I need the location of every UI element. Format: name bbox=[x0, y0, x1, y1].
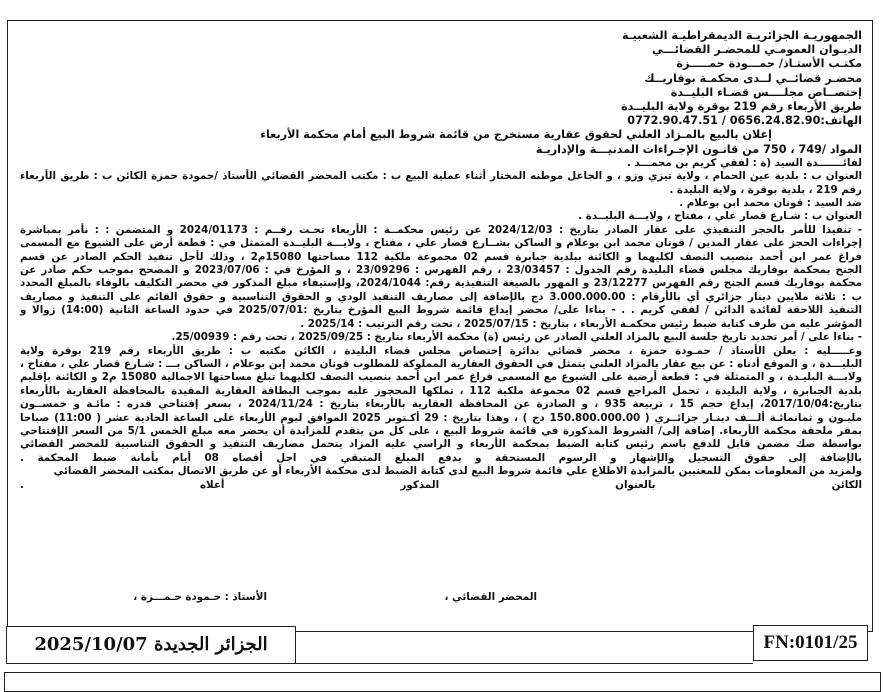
header-line: محضـر قضائــي لــدى محكمـة بوفاريــك bbox=[644, 71, 862, 85]
file-number-box: FN:0101/25 bbox=[753, 625, 868, 661]
header-line: الديـوان العمومـي للمحضـر القضائـــي bbox=[652, 43, 862, 57]
body-line: لفائـــــــدة السيد (ة : لفقي كريم بن محمـــد . bbox=[627, 156, 862, 169]
legal-articles: المواد /749 ، 750 من قانـون الإجـراءات المدنيـــة والإداريـة bbox=[535, 142, 862, 156]
body-line: الجنح بمحكمة بوفاريك مجلس قضاء البليدة رقم الجدول : 23/03457 ، رقم الفهرس : 23/09296 ، و المؤرخ في : 2023/07/06 و المصحح بموجب حكم صادر عن bbox=[20, 264, 862, 277]
body-line: العنوان ب : شـارع قصار علي ، مفتاح ، ولايـــة البليــدة . bbox=[578, 210, 862, 223]
notice-body bbox=[20, 157, 862, 492]
body-line: بواسطة صك مضمن قابل للدفع باسم رئيس كتابة الضبط بمحكمة الأربعاء و الراسي عليه المزاد يتحمل مصاريف التنفيذ و الحقوق التناسبية للمحضر القضائي bbox=[20, 438, 862, 451]
body-line: ولمزيد من المعلومات يمكن للمعنيين بالمزايدة الاطلاع علي قائمة شروط البيع لدى كتابة الضبط لدى محكمة الأربعاء أو عن طريق الاتصال بمكتب المحضر القضائي bbox=[53, 465, 862, 478]
footer-divider bbox=[296, 663, 753, 664]
body-line: ب : ثلاثة ملايين دينار جزائري أي بالأرقام : 3.000.000.00 دج بالإضافة إلى مصاريف التنفيذ الودي و الحقوق التناسبية و حقوق القائم على التنفيذ و مصاريف bbox=[20, 290, 862, 303]
body-line: العنوان ب : بلدية عين الحمام ، ولاية تيزي وزو ، و الجاعل موطنه المختار أثناء عملية البيع ب : مكتب المحضر القضائي الأستاذ /حمودة حمزة الكائن ب : طريق الأربعاء bbox=[20, 170, 862, 183]
body-line: رقم 219 ، بلدية بوقرة ، ولاية البليدة . bbox=[669, 183, 862, 196]
body-line: إجراءات الحجز على عقار المدين / قونان محمد ابن بوعلام و الساكن بشــارع قصار علي ، مفتاح ، ولايـــة البليــدة المتمثل في : قطعة أرض على الشيوع مع المسمى bbox=[20, 237, 862, 250]
body-line: ضد السيد : قونان محمد ابن بوعلام . bbox=[679, 197, 862, 210]
bailiff-role: المحضر القضائي ، bbox=[444, 591, 537, 603]
body-line: بتاريخ:2017/10/04، إيداع حجم 15 ، تربيعة 935 ، و الصادرة عن المحافظة العقارية بالأربعاء بتاريخ : 2024/11/24 ، بسعر إفتتاحي قدره : مائـة و خمســون bbox=[20, 398, 862, 411]
notice-title: إعلان بالبيع بالمـزاد العلني لحقوق عقارية مستخرج من قائمة شروط البيع أمام محكمة الأربعاء bbox=[260, 128, 772, 142]
next-notice-frame bbox=[4, 672, 881, 692]
body-line: المؤشر عليه من طرف كتابة ضبط رئيس محكمـة الأربعاء ، بتاريخ : 2025/07/15 ، تحت رقم الترتيب : 2025/14 . bbox=[300, 317, 862, 330]
header-line: الهاتف:0656.24.82.90 / 0772.90.47.51 bbox=[627, 114, 862, 128]
header-line: مكتـب الأستـاذ/ حمـــودة حمـــــزة bbox=[676, 57, 862, 71]
body-line: بمقر ملحقة محكمة الأربعاء. إضافة إلى/ الشروط المذكورة في قائمة شروط البيع ، على كل من يتقدم للمزايدة أن يحضر معه مبلغ الخمس 5/1 من السعر الإفتتاحي bbox=[20, 424, 862, 437]
body-line: مليـون و ثمانمائـة ألـــف دينـار جزائــري ( 150.800.000.00 دج ) ، وهذا بتاريخ : 29 أكـتوبر 2025 الموافق ليوم الأربعاء على الساعة الحادية عشر ( 11:00) صباحا bbox=[20, 411, 863, 424]
header-line: إختصــاص مجلــــس قضـاء البليــدة bbox=[670, 85, 862, 99]
body-line: التنفيذ اللاحقة لفائدة الدائن / لفقي كريم . . - بناءا على/ محضر إيداع قائمة شروط البيع المؤرخ بتاريخ :2025/07/01 في حدود الساعة الثانية (14:00) زوالا و bbox=[20, 304, 862, 317]
notice-frame bbox=[7, 20, 873, 632]
body-line: فراغ عمر ابن أحمد بنصيب النصف لكليهما و الكائنة ببلدية جبابرة قسم 02 مجموعة ملكية 112 مساحتها 15080م2 ، وذلك لأجل تنفيذ الحكم الصادر عن قسم bbox=[20, 250, 863, 263]
body-line: الكائن بالعنوان المذكور أعلاه . bbox=[20, 478, 862, 491]
body-line: محكمة بوفاريك قسم الجنح رقم الفهرس 23/12277 و المهور بالصيغة التنفيذية رقم: 2024/1044، ولإستيفاء مبلغ المذكور في محضر التكليف بالوفاء بالمبلغ المحدد bbox=[20, 277, 863, 290]
office-header bbox=[20, 29, 862, 128]
header-line: طريق الأربعاء رقم 219 بوقرة ولاية البليــدة bbox=[621, 100, 862, 114]
notice-content bbox=[20, 29, 862, 492]
body-line: وعـــــليه : يعلن الأستاذ / حمـودة حمزة ، محضر قضائي بدائرة إختصاص مجلس قضاء البليدة ، الكائن مكتبه ب : طريق الأربعاء رقم 219 بوقرة ولاية bbox=[20, 344, 862, 357]
newspaper-date-box: الجزائر الجديدة 2025/10/07 bbox=[6, 626, 296, 664]
signature-block bbox=[8, 591, 872, 607]
body-line: بلدية الجبابرة ، ولاية البليدة ، تحمل المراجع قسم 02 مجموعة ملكية 112 ، تملكها المحجوز عليه بموجب البطاقة العقارية المقيدة بالمحافظة العقارية بالأربعاء bbox=[20, 384, 862, 397]
body-line: البليـــدة ، و الموقع أدناه : عن بيع عقار بالمزاد العلني يتمثل في الحقوق العقارية المملوكة للمطلوب قونان محمد إبن بوعلام ، الساكن بـــ : شـارع قصار علي ، مفتاح ، bbox=[20, 357, 862, 370]
header-line: الجمهوريـة الجزائريـة الديمقراطيـة الشعبيـة bbox=[621, 29, 862, 42]
bailiff-name: الأستاذ : حـمودة حـمـــزة ، bbox=[133, 591, 267, 603]
body-line: - تنفيذا للأمر بالحجز التنفيذي على عقار الصادر بتاريخ : 2024/12/03 عن رئيس محكمــة : الأربعاء تحـت رقــم : 2024/01173 و المتضمن : : نأمر بمباشرة bbox=[20, 223, 863, 236]
body-line: - بناءا على / أمر تحديد تاريخ جلسة البيع بالمزاد العلني الصادر عن رئيس (ة) محكمة الأربعاء بتاريخ : 2025/09/25 ، تحت رقم : 25/00939. bbox=[171, 331, 862, 344]
body-line: بالإضافة إلى حقوق التسجيل والإشهار و الرسوم المستحقة و يدفع المبلغ المتبقي في اجل أقصاه 08 أيام بأمانة ضبط المحكمة . bbox=[20, 451, 863, 464]
body-line: ولايـــة البليـدة ، و المتمثلة في : قطعة أرضية على الشيوع مع المسمى فراغ عمر ابن أحمد بنصيب النصف لكليهما تبلغ مساحتها الاجمالية 15080 م2 و الكائنة بإقليم bbox=[20, 371, 862, 384]
